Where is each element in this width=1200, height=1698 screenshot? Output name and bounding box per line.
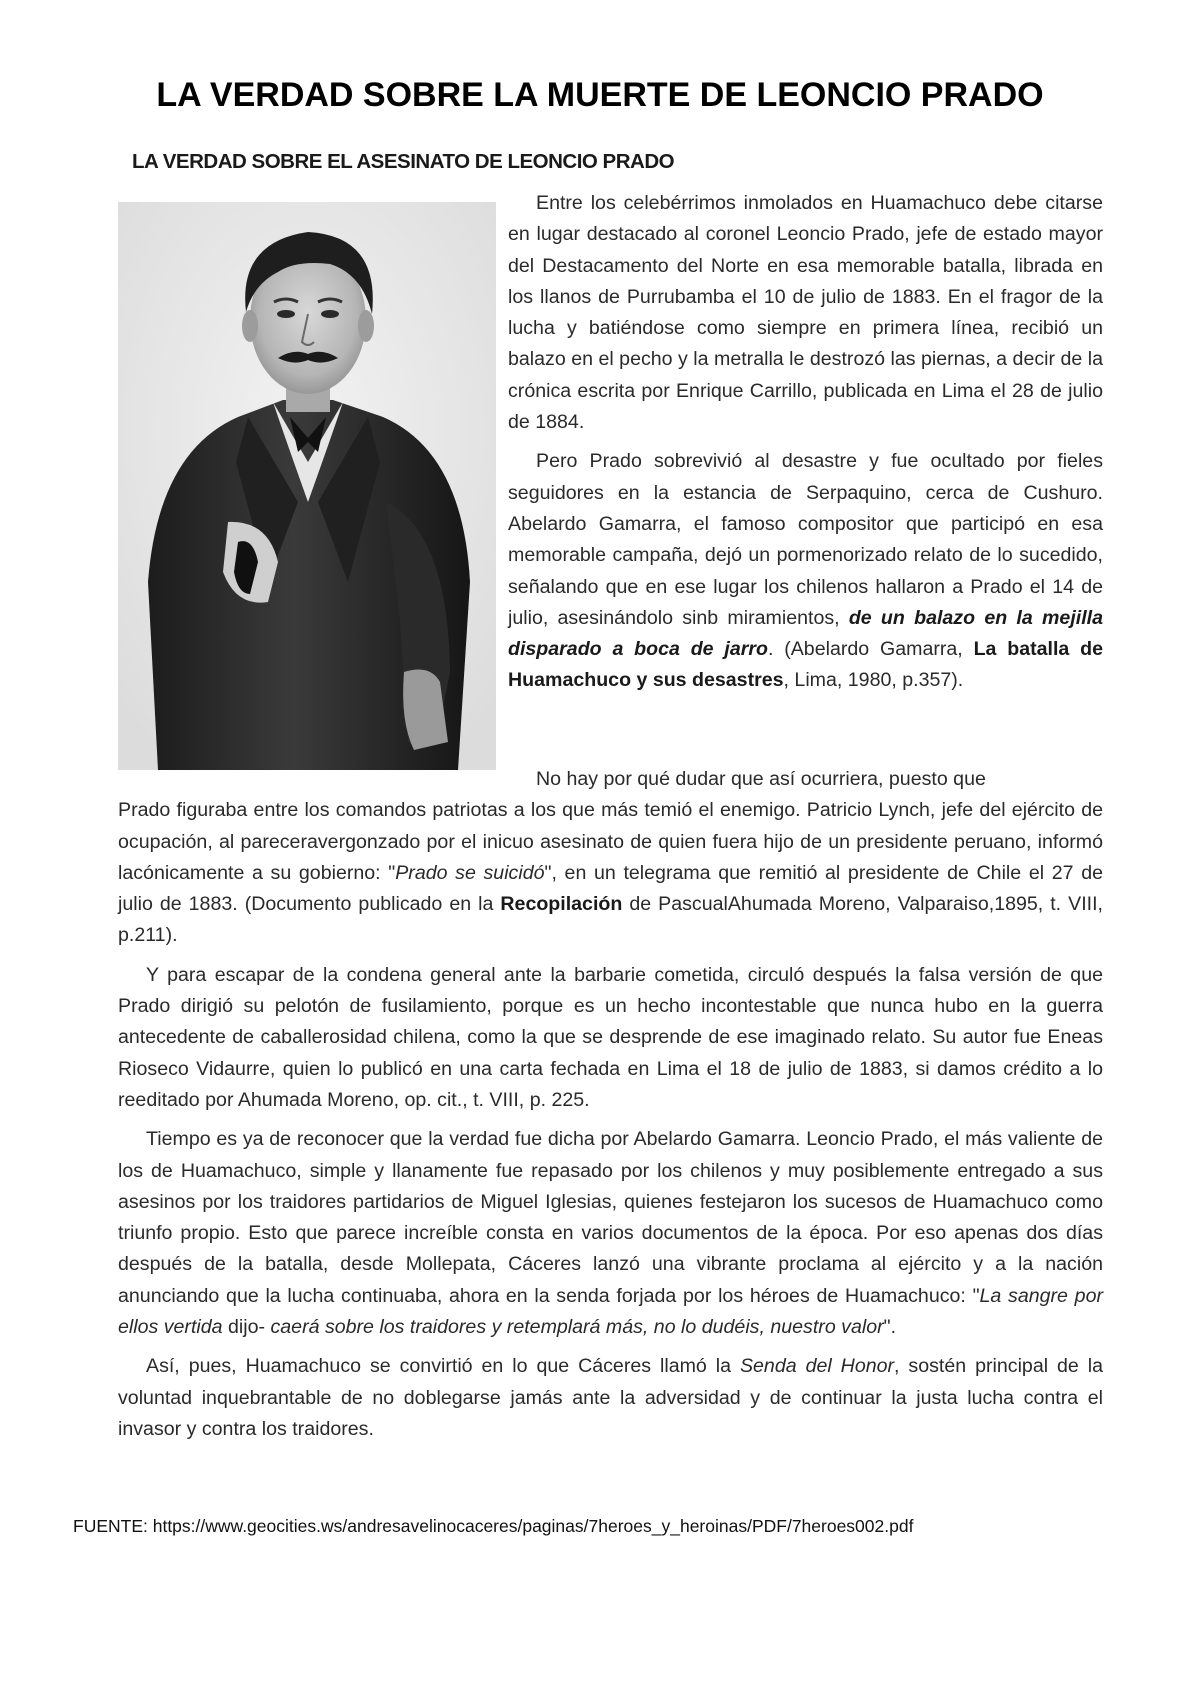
portrait-illustration xyxy=(118,202,496,770)
paragraph-5 xyxy=(118,1124,1103,1343)
paragraph-4: Y para escapar de la condena general ante la barbarie cometida, circuló después la falsa versión de que Prado dirigió su pelotón de fusilamiento, porque es un hecho incontestable que nunca hubo en la guerra antecedente de caballerosidad chilena, como la que se desprende de ese imaginado relato. Su autor fue Eneas Rioseco Vidaurre, quien lo publicó en una carta fechada en Lima el 18 de julio de 1883, si damos crédito a lo reeditado por Ahumada Moreno, op. cit., t. VIII, p. 225. xyxy=(118,963,1103,1111)
paragraph-2-book-title: La batalla de Huamachuco y sus desastres xyxy=(508,638,1103,692)
paragraph-3-first-line: No hay por qué dudar que así ocurriera, puesto que xyxy=(536,768,986,790)
paragraph-3 xyxy=(118,764,1103,952)
paragraph-1: Entre los celebérrimos inmolados en Huamachuco debe citarse en lugar destacado al coronel Leoncio Prado, jefe de estado mayor del Destacamento del Norte en esa memorable batalla, librada en los llanos de Purrubamba el 10 de julio de 1883. En el fragor de la lucha y batiéndose como siempre en primera línea, recibió un balazo en el pecho y la metralla le destrozó las piernas, a decir de la crónica escrita por Enrique Carrillo, publicada en Lima el 28 de julio de 1884. xyxy=(508,192,1103,434)
paragraph-2-text: Pero Prado sobrevivió al desastre y fue ocultado por fieles seguidores en la estancia de Serpaquino, cerca de Cushuro. Abelardo Gamarra, el famoso compositor que participó en esa memorable campaña, dejó un pormenorizado relato de lo sucedido, señalando que en ese lugar los chilenos hallaron a Prado el 14 de julio, asesinándolo sinb miramientos, xyxy=(508,450,1103,629)
paragraph-6-text: Así, pues, Huamachuco se convirtió en lo que Cáceres llamó la xyxy=(146,1355,740,1378)
paragraph-6-text-2: , sostén principal de la voluntad inquebrantable de no doblegarse jamás ante la adversidad y de continuar la justa lucha contra el invasor y contra los traidores. xyxy=(118,1355,1104,1440)
article-heading: LA VERDAD SOBRE EL ASESINATO DE LEONCIO PRADO xyxy=(132,150,675,173)
paragraph-5-text-2: dijo- xyxy=(222,1316,271,1339)
page-title: LA VERDAD SOBRE LA MUERTE DE LEONCIO PRADO xyxy=(156,76,1044,114)
paragraph-2-citation-end: , Lima, 1980, p.357). xyxy=(783,669,964,692)
paragraph-2-citation: . (Abelardo Gamarra, xyxy=(767,638,974,661)
article-column-right xyxy=(508,188,1103,697)
paragraph-3-book-title: Recopilación xyxy=(500,893,623,916)
paragraph-5-text-end: ". xyxy=(883,1316,897,1339)
paragraph-3-citation: de PascualAhumada Moreno, Valparaiso,1895, t. VIII, p.211). xyxy=(118,893,1103,947)
paragraph-5-quote-2: caerá sobre los traidores y retemplará más, no lo dudéis, nuestro valor xyxy=(270,1316,884,1339)
paragraph-3-text: Prado figuraba entre los comandos patriotas a los que más temió el enemigo. Patricio Lynch, jefe del ejército de ocupación, al pareceravergonzado por el inicuo asesinato de quien fuera hijo de un presidente peruano, informó lacónicamente a su gobierno: " xyxy=(118,799,1103,884)
paragraph-2-quote: de un balazo en la mejilla disparado a boca de jarro xyxy=(508,606,1103,661)
source-citation: FUENTE: https://www.geocities.ws/andresavelinocaceres/paginas/7heroes_y_heroinas/PDF/7heroes002.pdf xyxy=(73,1516,914,1536)
paragraph-5-quote-1: La sangre por ellos vertida xyxy=(118,1284,1103,1339)
paragraph-3-quote: Prado se suicidó xyxy=(395,861,545,884)
paragraph-5-text: Tiempo es ya de reconocer que la verdad fue dicha por Abelardo Gamarra. Leoncio Prado, el más valiente de los de Huamachuco, simple y llanamente fue repasado por los chilenos y muy posiblemente entregado a sus asesinos por los traidores partidarios de Miguel Iglesias, quienes festejaron los sucesos de Huamachuco como triunfo propio. Esto que parece increíble consta en varios documentos de la época. Por eso apenas dos días después de la batalla, desde Mollepata, Cáceres lanzó una vibrante proclama al ejército y a la nación anunciando que la lucha continuaba, ahora en la senda forjada por los héroes de Huamachuco: " xyxy=(118,1128,1103,1307)
article-full-width xyxy=(118,764,1103,1445)
paragraph-3-text-2: ", en un telegrama que remitió al presidente de Chile el 27 de julio de 1883. (Documento publicado en la xyxy=(118,861,1103,916)
paragraph-2 xyxy=(508,446,1103,696)
paragraph-6-quote: Senda del Honor xyxy=(739,1355,895,1378)
portrait-photo xyxy=(118,202,496,770)
paragraph-6 xyxy=(118,1351,1103,1445)
